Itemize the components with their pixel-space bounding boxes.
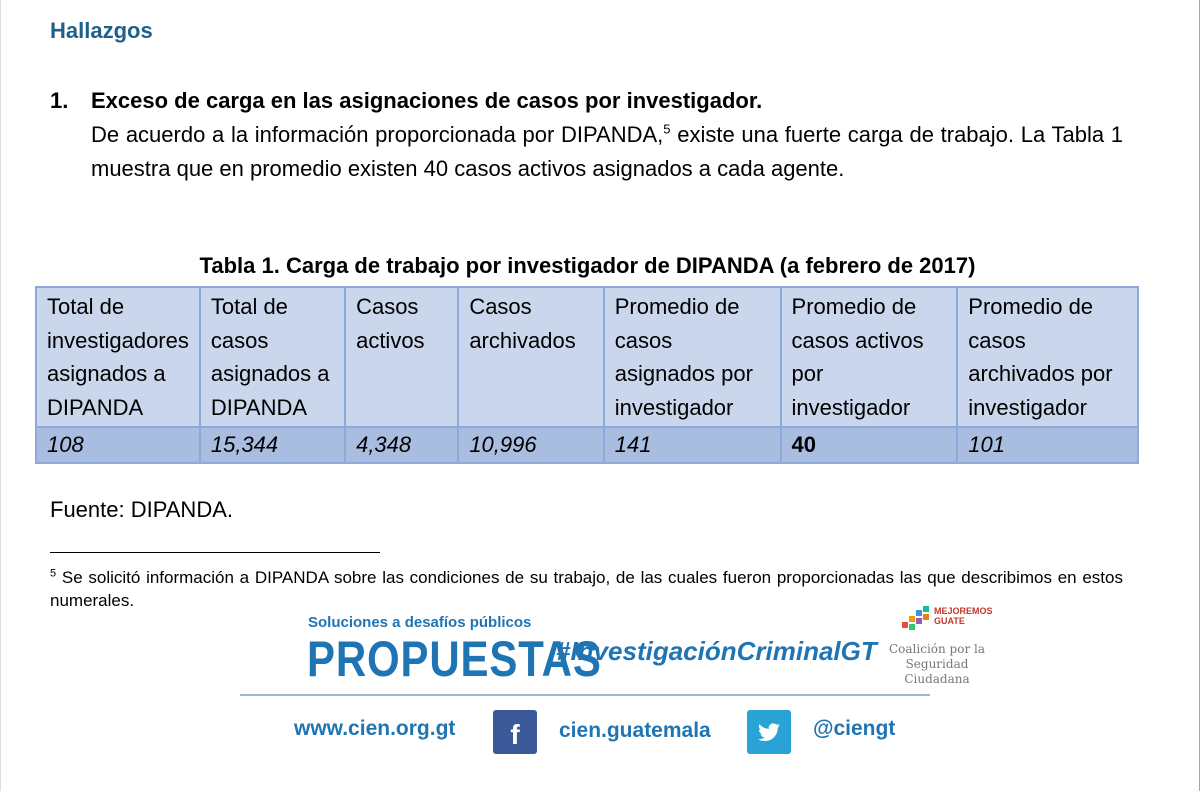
table-row <box>36 427 1138 463</box>
twitter-bird-icon <box>747 710 791 754</box>
table-header-row <box>36 287 1138 427</box>
facebook-icon[interactable]: f <box>493 710 537 754</box>
mejoremos-line1: MEJOREMOS <box>934 606 993 616</box>
cell-total-casos: 15,344 <box>200 427 345 463</box>
facebook-handle[interactable]: cien.guatemala <box>559 719 711 742</box>
header-total-casos: Total de casos asignados a DIPANDA <box>200 287 345 427</box>
cell-promedio-archivados: 101 <box>957 427 1138 463</box>
finding-paragraph <box>91 118 1123 186</box>
cell-total-investigadores: 108 <box>36 427 200 463</box>
mejoremos-guate-logo <box>934 606 993 626</box>
cell-promedio-activos: 40 <box>781 427 958 463</box>
twitter-handle[interactable]: @ciengt <box>813 717 896 740</box>
cell-promedio-asignados: 141 <box>604 427 781 463</box>
header-promedio-asignados: Promedio de casos asignados por investigador <box>604 287 781 427</box>
mejoremos-line2: GUATE <box>934 616 965 626</box>
footnote-divider <box>50 552 380 553</box>
footnote-text: Se solicitó información a DIPANDA sobre las condiciones de su trabajo, de las cuales fueron proporcionadas las que describimos en estos numerales. <box>50 568 1123 610</box>
table-source: Fuente: DIPANDA. <box>50 497 233 522</box>
cell-casos-activos: 4,348 <box>345 427 458 463</box>
footer-tagline: Soluciones a desafíos públicos <box>308 614 532 631</box>
footnote-reference[interactable]: 5 <box>663 121 671 137</box>
footer-divider <box>240 694 930 696</box>
header-total-investigadores: Total de investigadores asignados a DIPANDA <box>36 287 200 427</box>
finding-heading <box>50 88 762 114</box>
mejoremos-guate-icon <box>900 604 932 634</box>
website-link[interactable]: www.cien.org.gt <box>294 717 456 740</box>
propuestas-logo: PROPUESTAS <box>307 631 602 687</box>
header-promedio-activos: Promedio de casos activos por investigador <box>781 287 958 427</box>
coalicion-line2: Seguridad Ciudadana <box>904 657 970 686</box>
coalicion-name <box>872 642 1002 687</box>
footnote-number: 5 <box>50 567 57 580</box>
twitter-icon[interactable] <box>747 710 791 754</box>
hashtag[interactable]: #InvestigaciónCriminalGT <box>556 636 877 666</box>
table-caption: Tabla 1. Carga de trabajo por investigador de DIPANDA (a febrero de 2017) <box>199 253 976 278</box>
workload-table <box>35 286 1139 464</box>
header-casos-archivados: Casos archivados <box>458 287 603 427</box>
paragraph-text-before: De acuerdo a la información proporcionada por DIPANDA, <box>91 122 664 147</box>
paragraph-text-after: existe una fuerte carga de trabajo. La Tabla 1 muestra que en promedio existen 40 casos activos asignados a cada agente. <box>91 122 1123 181</box>
finding-number: 1. <box>50 88 69 113</box>
cell-casos-archivados: 10,996 <box>458 427 603 463</box>
coalicion-line1: Coalición por la <box>888 642 985 656</box>
header-casos-activos: Casos activos <box>345 287 458 427</box>
finding-heading-text: Exceso de carga en las asignaciones de casos por investigador. <box>91 88 763 113</box>
header-promedio-archivados: Promedio de casos archivados por investigador <box>957 287 1138 427</box>
section-title: Hallazgos <box>50 18 153 43</box>
